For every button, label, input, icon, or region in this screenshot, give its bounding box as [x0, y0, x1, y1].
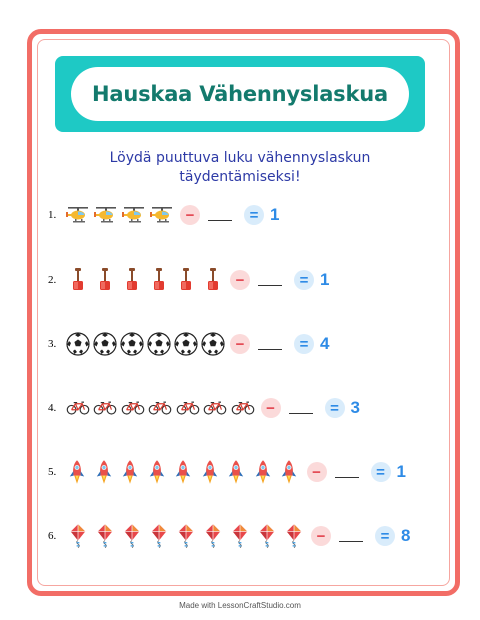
problem-row: [48, 329, 329, 359]
helicopter-icon: [148, 205, 176, 225]
problem-row: [48, 521, 410, 551]
kite-icon: [118, 523, 145, 549]
instructions-text: Löydä puuttuva luku vähennyslaskun täydentämiseksi!: [109, 150, 371, 185]
rocket-icon: [250, 459, 277, 485]
equals-sign: =: [294, 270, 314, 290]
icon-group: [64, 205, 176, 225]
result-value: 3: [350, 398, 360, 417]
problem-number: 4.: [48, 402, 57, 414]
answer-blank[interactable]: [335, 466, 359, 478]
equals-sign: =: [244, 205, 264, 225]
bicycle-icon: [229, 400, 257, 416]
answer-blank[interactable]: [258, 338, 282, 350]
shovel-icon: [91, 267, 118, 293]
result-value: 1: [396, 462, 406, 481]
problem-row: [48, 200, 279, 230]
soccer-ball-icon: [172, 332, 199, 356]
kite-icon: [199, 523, 226, 549]
problem-row: [48, 393, 360, 423]
result-value: 4: [320, 334, 330, 353]
soccer-ball-icon: [64, 332, 91, 356]
helicopter-icon: [120, 205, 148, 225]
bicycle-icon: [174, 400, 202, 416]
rocket-icon: [64, 459, 91, 485]
kite-icon: [145, 523, 172, 549]
icon-group: [64, 459, 303, 485]
problem-number: 6.: [48, 530, 57, 542]
soccer-ball-icon: [118, 332, 145, 356]
shovel-icon: [118, 267, 145, 293]
footer-credit: Made with LessonCraftStudio.com: [179, 601, 301, 610]
equals-sign: =: [325, 398, 345, 418]
kite-icon: [64, 523, 91, 549]
rocket-icon: [197, 459, 224, 485]
rocket-icon: [144, 459, 171, 485]
equals-sign: =: [294, 334, 314, 354]
kite-icon: [253, 523, 280, 549]
rocket-icon: [223, 459, 250, 485]
icon-group: [64, 332, 226, 356]
rocket-icon: [117, 459, 144, 485]
problem-row: [48, 265, 329, 295]
minus-sign: −: [230, 270, 250, 290]
answer-blank[interactable]: [289, 402, 313, 414]
kite-icon: [280, 523, 307, 549]
result-value: 8: [401, 526, 411, 545]
shovel-icon: [64, 267, 91, 293]
shovel-icon: [199, 267, 226, 293]
bicycle-icon: [119, 400, 147, 416]
equals-sign: =: [371, 462, 391, 482]
kite-icon: [226, 523, 253, 549]
answer-blank[interactable]: [208, 209, 232, 221]
equals-sign: =: [375, 526, 395, 546]
minus-sign: −: [261, 398, 281, 418]
problem-number: 3.: [48, 338, 57, 350]
answer-blank[interactable]: [339, 530, 363, 542]
soccer-ball-icon: [145, 332, 172, 356]
minus-sign: −: [311, 526, 331, 546]
result-value: 1: [270, 205, 280, 224]
helicopter-icon: [92, 205, 120, 225]
worksheet-title: Hauskaa Vähennyslaskua: [92, 82, 388, 106]
kite-icon: [91, 523, 118, 549]
result-value: 1: [320, 270, 330, 289]
problem-number: 2.: [48, 274, 57, 286]
rocket-icon: [170, 459, 197, 485]
kite-icon: [172, 523, 199, 549]
bicycle-icon: [147, 400, 175, 416]
bicycle-icon: [92, 400, 120, 416]
problem-number: 1.: [48, 209, 57, 221]
bicycle-icon: [202, 400, 230, 416]
rocket-icon: [276, 459, 303, 485]
icon-group: [64, 400, 257, 416]
bicycle-icon: [64, 400, 92, 416]
title-pill: [71, 67, 409, 121]
soccer-ball-icon: [199, 332, 226, 356]
minus-sign: −: [307, 462, 327, 482]
icon-group: [64, 267, 226, 293]
shovel-icon: [145, 267, 172, 293]
shovel-icon: [172, 267, 199, 293]
problem-row: [48, 457, 406, 487]
problem-number: 5.: [48, 466, 57, 478]
rocket-icon: [91, 459, 118, 485]
helicopter-icon: [64, 205, 92, 225]
icon-group: [64, 523, 307, 549]
answer-blank[interactable]: [258, 274, 282, 286]
minus-sign: −: [230, 334, 250, 354]
minus-sign: −: [180, 205, 200, 225]
soccer-ball-icon: [91, 332, 118, 356]
